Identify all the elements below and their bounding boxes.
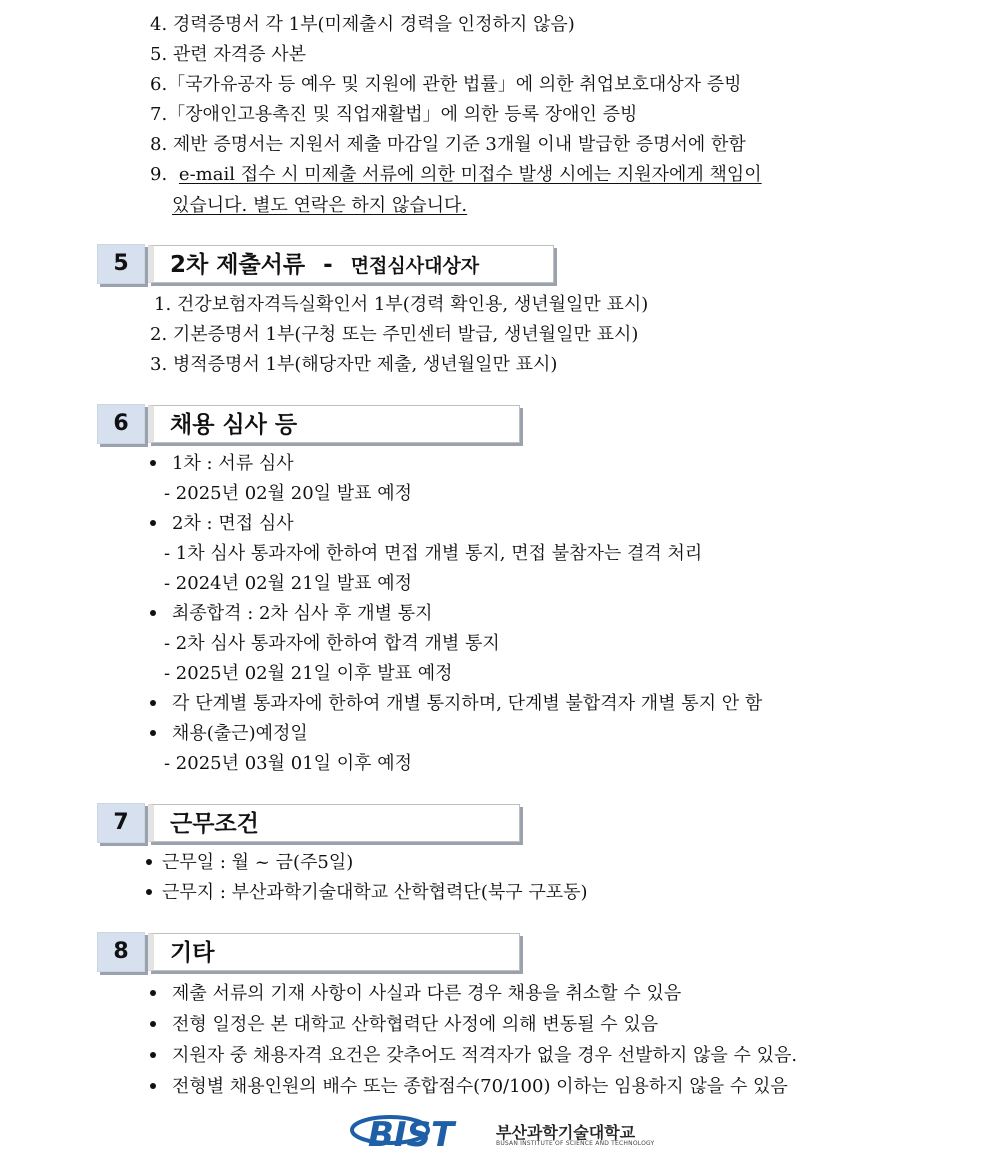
bullet-text: 최종합격 : 2차 심사 후 개별 통지: [172, 603, 433, 624]
requirement-item-7: 7.「장애인고용촉진 및 직업재활법」에 의한 등록 장애인 증빙: [150, 104, 638, 125]
work-condition-item: [146, 882, 588, 904]
title-dash: -: [323, 252, 333, 278]
schedule-detail: - 2차 심사 통과자에 한하여 합격 개별 통지: [164, 633, 500, 654]
bullet-icon: [150, 1021, 156, 1027]
section-number-8: 8: [97, 932, 145, 972]
schedule-bullet: [150, 693, 762, 715]
section-title-8: 기타: [148, 933, 520, 971]
schedule-bullet: [150, 453, 294, 475]
bullet-text: 2차 : 면접 심사: [172, 513, 294, 534]
section-number-6: 6: [97, 404, 145, 444]
bullet-icon: [150, 730, 156, 736]
schedule-bullet: [150, 513, 294, 535]
section-title-6: 채용 심사 등: [148, 405, 520, 443]
bullet-icon: [150, 990, 156, 996]
schedule-detail: - 2025년 02월 21일 이후 발표 예정: [164, 663, 453, 684]
schedule-detail: - 1차 심사 통과자에 한하여 면접 개별 통지, 면접 불참자는 결격 처리: [164, 543, 703, 564]
bullet-icon: [146, 889, 152, 895]
section-title-7: 근무조건: [148, 804, 520, 842]
bullet-icon: [150, 520, 156, 526]
section-title-5: [148, 245, 554, 283]
schedule-bullet: [150, 603, 433, 625]
university-name-english: BUSAN INSTITUTE OF SCIENCE AND TECHNOLOGY: [496, 1140, 655, 1147]
document-item-3: 3. 병적증명서 1부(해당자만 제출, 생년월일만 표시): [150, 354, 558, 375]
bullet-text: 1차 : 서류 심사: [172, 453, 294, 474]
requirement-item-9: [150, 164, 762, 186]
bullet-text: 제출 서류의 기재 사항이 사실과 다른 경우 채용을 취소할 수 있음: [172, 983, 682, 1004]
bullet-text: 각 단계별 통과자에 한하여 개별 통지하며, 단계별 불합격자 개별 통지 안 함: [172, 693, 763, 714]
bullet-icon: [146, 859, 152, 865]
item-text-line1: e-mail 접수 시 미제출 서류에 의한 미접수 발생 시에는 지원자에게 책임이: [178, 164, 762, 185]
university-logo: [348, 1106, 668, 1158]
bullet-text: 지원자 중 채용자격 요건은 갖추어도 적격자가 없을 경우 선발하지 않을 수 있음.: [172, 1045, 798, 1066]
other-item: [150, 983, 681, 1005]
requirement-item-5: 5. 관련 자격증 사본: [150, 44, 307, 65]
bullet-icon: [150, 1052, 156, 1058]
section-number-7: 7: [97, 803, 145, 843]
schedule-bullet: [150, 723, 308, 745]
work-condition-item: [146, 852, 353, 874]
bullet-icon: [150, 700, 156, 706]
section-subtitle: 면접심사대상자: [350, 255, 480, 277]
bullet-icon: [150, 610, 156, 616]
logo-wordmark: BIST: [368, 1115, 455, 1155]
requirement-item-8: 8. 제반 증명서는 지원서 제출 마감일 기준 3개월 이내 발급한 증명서에 한함: [150, 134, 746, 155]
requirement-item-6: 6.「국가유공자 등 예우 및 지원에 관한 법률」에 의한 취업보호대상자 증빙: [150, 74, 742, 95]
schedule-detail: - 2025년 03월 01일 이후 예정: [164, 753, 413, 774]
bullet-icon: [150, 1083, 156, 1089]
section-title-text: 2차 제출서류: [170, 252, 306, 278]
bullet-text: 근무지 : 부산과학기술대학교 산학협력단(북구 구포동): [162, 882, 588, 903]
university-name: 부산과학기술대학교: [496, 1123, 636, 1142]
requirement-item-9-cont: 있습니다. 별도 연락은 하지 않습니다.: [172, 195, 468, 216]
bullet-text: 채용(출근)예정일: [172, 723, 308, 744]
document-item-1: 1. 건강보험자격득실확인서 1부(경력 확인용, 생년월일만 표시): [154, 294, 649, 315]
section-number-5: 5: [97, 244, 145, 284]
bullet-icon: [150, 460, 156, 466]
item-number: 9.: [150, 164, 168, 185]
bullet-text: 전형별 채용인원의 배수 또는 종합점수(70/100) 이하는 임용하지 않을 수 있음: [172, 1076, 788, 1097]
requirement-item-4: 4. 경력증명서 각 1부(미제출시 경력을 인정하지 않음): [150, 14, 575, 35]
document-item-2: 2. 기본증명서 1부(구청 또는 주민센터 발급, 생년월일만 표시): [150, 324, 639, 345]
other-item: [150, 1076, 788, 1098]
schedule-detail: - 2025년 02월 20일 발표 예정: [164, 483, 413, 504]
schedule-detail: - 2024년 02월 21일 발표 예정: [164, 573, 413, 594]
bullet-text: 전형 일정은 본 대학교 산학협력단 사정에 의해 변동될 수 있음: [172, 1014, 659, 1035]
bist-logo-icon: [348, 1106, 488, 1158]
other-item: [150, 1014, 658, 1036]
bullet-text: 근무일 : 월 ~ 금(주5일): [162, 852, 354, 873]
other-item: [150, 1045, 797, 1067]
